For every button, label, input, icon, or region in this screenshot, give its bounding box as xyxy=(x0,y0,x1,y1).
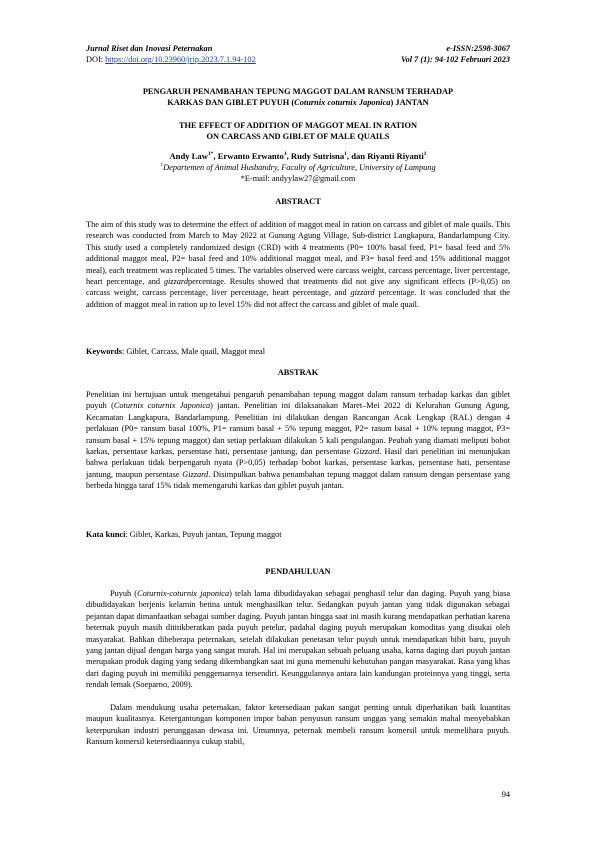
title-id-line-1: PENGARUH PENAMBAHAN TEPUNG MAGGOT DALAM RANSUM TERHADAP xyxy=(142,87,454,96)
page-number: 94 xyxy=(501,790,510,799)
affiliation: $^1$Departemen of Animal Husbandry, Faculty of Agriculture, University of Lampung xyxy=(160,162,436,172)
issn: e-ISSN:2598-3067 xyxy=(446,44,510,53)
title-en-line-1: THE EFFECT OF ADDITION OF MAGGOT MEAL IN RATION xyxy=(178,121,418,130)
title-species: Coturnix coturnix Japonica xyxy=(294,97,391,107)
doi-prefix: DOI: xyxy=(86,55,106,64)
title-indonesian xyxy=(86,87,510,108)
keywords: Keywords: Giblet, Carcass, Male quail, Maggot meal xyxy=(86,347,266,356)
corresponding-email: *E-mail: andyylaw27@gmail.com xyxy=(240,174,356,183)
abstrak-body: Penelitian ini bertujuan untuk mengetahui pengaruh penambahan tepung maggot dalam ransum terhadap karkas dan giblet puyuh (Coturnix coturnix Japonica) jantan. Penelitian ini dilaksanakan Maret–Mei 2022 di Kelurahan Gunung Agung, Kecamatan Langkapura, Bandarlampung. Penelitian ini dilakukan dengan Rancangan Acak Lengkap (RAL) dengan 4 perlakuan (P0= ransum basal 100%, P1= ransum basal + 5% tepung maggot, P2= rasum basal + 10% tepung maggot, P3= ransum basal + 15% tepung maggot) dan setiap perlakuan dilakukan 5 kali pengulangan. Peubah yang diamati meliputi bobot karkas, persentase karkas, persentase hati, persentase jantung, dan persentase Gizzard. Hasil dari penelitian ini menunjukan bahwa perlakuan tidak berpengaruh nyata (P>0,05) terhadap bobot karkas, persentase karkas, persentase hati, persentase jantung, maupun persentase Gizzard. Disimpulkan bahwa penambahan tepung maggot dalam ransum dengan persentase yang berbeda hingga taraf 15% tidak memengaruhi karkas dan giblet puyuh jantan. xyxy=(86,390,510,491)
doi-link[interactable]: https://doi.org/10.23960/jrip.2023.7.1.94-102 xyxy=(105,55,256,64)
doi-line xyxy=(86,55,256,65)
title-id-line-2: KARKAS DAN GIBLET PUYUH (Coturnix coturnix Japonica) JANTAN xyxy=(167,97,429,107)
title-en-line-2: ON CARCASS AND GIBLET OF MALE QUAILS xyxy=(206,131,390,141)
intro-paragraph-1: Puyuh (Coturnix-coturnix japonica) telah lama dibudidayakan sebagai penghasil telur dan daging. Puyuh yang biasa dibudidayakan berjenis kelamin betina untuk menghasilkan telur. Sedangkan puyuh jantan yang tidak digunakan sebagai pejantan dapat dimanfaatkan sebagai sumber daging. Puyuh jantan hingga saat ini masih kurang mendapatkan perhatian karena beternak puyuh masih dititikberatkan pada puyuh petelur, padahal daging puyuh merupakan komoditas yang disukai oleh masyarakat. Bahkan dibeberapa peternakan, setelah dilakukan penetasan telur puyuh untuk mendapatkan bibit baru, puyuh yang jantan dijual dengan harga yang sangat murah. Hal ini merupakan sebuah peluang usaha, karna daging dari puyuh jantan merupakan produk daging yang sedang dikembangkan saat ini guna memenuhi kebutuhan pangan masyarakat. Rasa yang khas dari daging puyuh ini memiliki penggemarnya tersendiri. Keunggulannya antara lain kandungan proteinnya yang tinggi, serta rendah lemak (Soeparno, 2009). xyxy=(86,589,511,690)
journal-name: Jurnal Riset dan Inovasi Peternakan xyxy=(86,44,213,53)
keywords-label: Keywords xyxy=(86,347,122,356)
kata-kunci-label: Kata kunci xyxy=(86,530,126,539)
title-english xyxy=(86,121,510,142)
abstrak-heading: ABSTRAK xyxy=(277,368,319,377)
volume-info: Vol 7 (1): 94-102 Februari 2023 xyxy=(400,55,510,64)
abstract-body: The aim of this study was to determine the effect of addition of maggot meal in ration on carcass and giblet of male quails. This research was conducted from March to May 2022 at Gunung Agung Village, Sub-district Langkapura, Bandarlampung City. This study used a completely randomized design (CRD) with 4 treatments (P0= 100% basal feed, P1= basal feed and 5% additional maggot meal, P2= basal feed and 10% additional maggot meal, and P3= basal feed and 15% additional maggot meal), each treatment was replicated 5 times. The variables observed were carcass weight, carcass percentage, liver percentage, heart percentage, and gizzardpercentage. Results showed that treatments did not give any significant effects (P>0,05) on carcass weight, carcass percentage, liver percentage, heart percentage, and gizzard percentage. It was concluded that the addition of maggot meal in ration up to level 15% did not affect the carcass and giblet of male quail. xyxy=(86,220,510,309)
kata-kunci: Kata kunci: Giblet, Karkas, Puyuh jantan, Tepung maggot xyxy=(86,530,282,539)
intro-heading: PENDAHULUAN xyxy=(265,567,331,576)
authors: Andy Law$^{1*}$, Erwanto Erwanto$^1$, Rudy Sutrisna$^1$, dan Riyanti Riyanti$^1$ xyxy=(169,151,427,161)
abstract-heading: ABSTRACT xyxy=(275,197,321,206)
intro-paragraph-2: Dalam mendukung usaha peternakan, faktor ketersediaan pakan sangat penting untuk diperhatikan baik kuantitas maupun kualitasnya. Ketergantungan komponen impor bahan penyusun ransum unggas yang semakin mahal menyebabkan keterpurukan industri perunggasan dewasa ini. Umumnya, peternak membeli ransum komersil untuk memelihara puyuh. Ransum komersil ketersediaannya cukup stabil, xyxy=(86,703,510,747)
